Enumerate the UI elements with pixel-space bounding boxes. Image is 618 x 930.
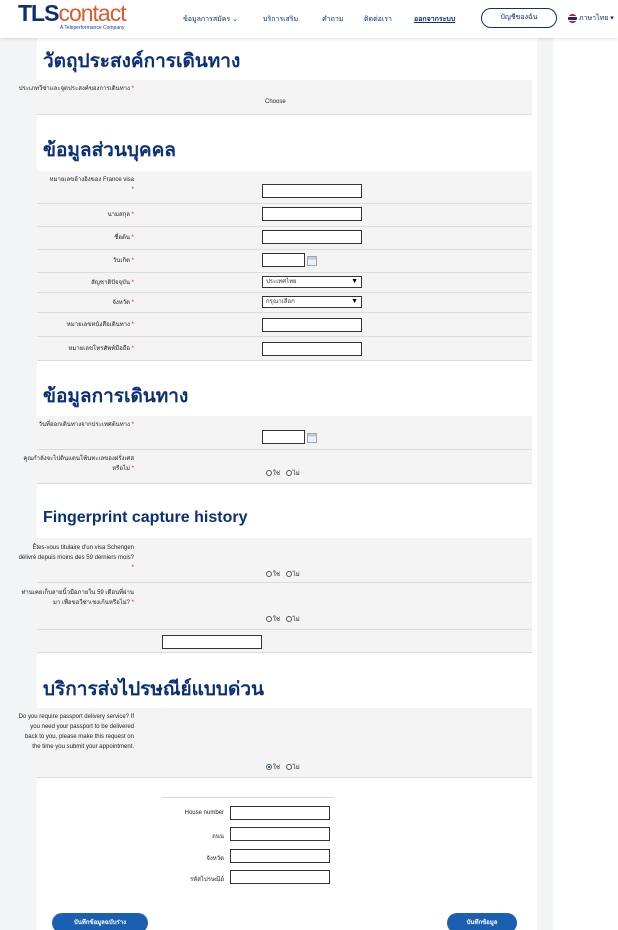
mobile-input[interactable] bbox=[262, 342, 362, 356]
form-row-departure-date bbox=[37, 416, 532, 450]
nav-logout[interactable]: ออกจากระบบ bbox=[414, 16, 456, 23]
form-row-fingerprint bbox=[21, 583, 532, 630]
delivery-province-input[interactable] bbox=[230, 849, 330, 863]
overseas-territory-radios bbox=[266, 468, 300, 478]
save-draft-button[interactable]: บันทึกข้อมูลฉบับร่าง bbox=[52, 913, 148, 930]
radio-yes[interactable]: ใช่ bbox=[266, 765, 280, 771]
form-row-province bbox=[37, 293, 532, 313]
nationality-select[interactable]: ประเทศไทย ▼ bbox=[262, 276, 362, 288]
section-title-travel-purpose: วัตถุประสงค์การเดินทาง bbox=[43, 50, 241, 72]
birth-date-input[interactable] bbox=[262, 253, 305, 267]
nav-extra-services[interactable]: บริการเสริม bbox=[263, 16, 299, 23]
nationality-label: สัญชาติปัจจุบัน * bbox=[91, 280, 134, 286]
thai-flag-icon bbox=[568, 14, 577, 23]
schengen-visa-radios bbox=[266, 569, 300, 579]
france-visa-ref-label: หมายเลขอ้างอิงของ France visa * bbox=[49, 177, 134, 193]
postal-code-input[interactable] bbox=[230, 870, 330, 884]
nav-faq[interactable]: คำถาม bbox=[322, 16, 344, 23]
radio-no[interactable]: ไม่ bbox=[286, 765, 300, 771]
street-input[interactable] bbox=[230, 827, 330, 841]
form-row-birth-date bbox=[37, 250, 532, 273]
logo-tagline: A Teleperformance Company bbox=[60, 25, 125, 31]
side-panel bbox=[553, 38, 618, 930]
radio-no[interactable]: ไม่ bbox=[286, 617, 300, 623]
departure-date-input[interactable] bbox=[262, 430, 305, 444]
calendar-icon[interactable] bbox=[307, 433, 317, 443]
form-row-visa-type bbox=[18, 80, 532, 115]
delivery-province-label: จังหวัด bbox=[206, 856, 224, 862]
radio-no[interactable]: ไม่ bbox=[286, 471, 300, 477]
fingerprint-extra-input[interactable] bbox=[162, 635, 262, 649]
section-title-fingerprint: Fingerprint capture history bbox=[43, 509, 248, 526]
language-selector[interactable]: ภาษาไทย ▾ bbox=[568, 13, 614, 24]
section-title-personal: ข้อมูลส่วนบุคคล bbox=[43, 139, 176, 161]
calendar-icon[interactable] bbox=[307, 256, 317, 266]
overseas-territory-label: คุณกำลังจะไปดินแดนโพ้นทะเลของฝรั่งเศสหรือไม่ * bbox=[23, 456, 134, 472]
form-row-france-visa-ref bbox=[37, 171, 532, 204]
form-row-schengen-visa bbox=[18, 538, 532, 583]
chevron-down-icon: ▼ bbox=[351, 298, 358, 305]
house-number-label: House number bbox=[184, 810, 224, 816]
birth-date-label: วันเกิด * bbox=[112, 258, 134, 264]
first-name-label: ชื่อต้น * bbox=[114, 235, 134, 241]
form-row-fingerprint-extra bbox=[37, 630, 532, 653]
fingerprint-label: ท่านเคยเก็บลายนิ้วมือภายใน 59 เดือนที่ผ่านมา เพื่อขอวีซ่าเชงเก้นหรือไม่? * bbox=[21, 590, 134, 606]
province-label: จังหวัด * bbox=[112, 300, 134, 306]
france-visa-ref-input[interactable] bbox=[262, 184, 362, 198]
mobile-label: หมายเลขโทรศัพท์มือถือ * bbox=[68, 346, 134, 352]
visa-type-choose-link[interactable]: Choose bbox=[265, 99, 286, 105]
surname-label: นามสกุล * bbox=[107, 212, 134, 218]
save-button[interactable]: บันทึกข้อมูล bbox=[447, 913, 517, 930]
province-select[interactable]: กรุณาเลือก ▼ bbox=[262, 296, 362, 308]
house-number-input[interactable] bbox=[230, 806, 330, 820]
nav-application-info[interactable]: ข้อมูลการสมัคร ⌄ bbox=[183, 16, 238, 23]
form-row-mobile bbox=[37, 337, 532, 361]
form-row-first-name bbox=[37, 227, 532, 250]
passport-number-label: หมายเลขหนังสือเดินทาง * bbox=[66, 322, 134, 328]
form-row-surname bbox=[37, 204, 532, 227]
divider bbox=[162, 797, 334, 798]
tls-logo[interactable]: TLScontact bbox=[18, 0, 126, 26]
first-name-input[interactable] bbox=[262, 230, 362, 244]
section-title-delivery: บริการส่งไปรษณีย์แบบด่วน bbox=[43, 678, 264, 700]
delivery-radios bbox=[266, 762, 300, 772]
radio-yes[interactable]: ใช่ bbox=[266, 617, 280, 623]
my-account-button[interactable]: บัญชีของฉัน bbox=[481, 8, 557, 28]
surname-input[interactable] bbox=[262, 207, 362, 221]
form-row-delivery bbox=[18, 708, 532, 778]
radio-yes[interactable]: ใช่ bbox=[266, 471, 280, 477]
postal-code-label: รหัสไปรษณีย์ bbox=[190, 877, 224, 883]
schengen-visa-label: Êtes-vous titulaire d'un visa Schengen délivré depuis moins des 59 derniers mois? * bbox=[18, 545, 134, 571]
form-row-overseas-territory bbox=[23, 450, 532, 484]
fingerprint-radios bbox=[266, 614, 300, 624]
delivery-question-label: Do you require passport delivery service? If you need your passport to be delivered back to you, please make this request on the time you submit your appointment. bbox=[18, 714, 134, 750]
visa-type-label: ประเภทวีซ่าและจุดประสงค์ของการเดินทาง * bbox=[18, 86, 134, 92]
chevron-down-icon: ⌄ bbox=[232, 16, 238, 23]
nav-contact[interactable]: ติดต่อเรา bbox=[364, 16, 392, 23]
chevron-down-icon: ▼ bbox=[351, 278, 358, 285]
radio-no[interactable]: ไม่ bbox=[286, 572, 300, 578]
chevron-down-icon: ▾ bbox=[610, 15, 614, 22]
form-row-nationality bbox=[37, 273, 532, 293]
departure-date-label: วันที่ออกเดินทางจากประเทศต้นทาง * bbox=[38, 422, 134, 428]
street-label: ถนน bbox=[212, 834, 224, 840]
form-row-passport-number bbox=[37, 313, 532, 337]
section-title-travel: ข้อมูลการเดินทาง bbox=[43, 385, 189, 407]
radio-yes[interactable]: ใช่ bbox=[266, 572, 280, 578]
passport-number-input[interactable] bbox=[262, 318, 362, 332]
top-header bbox=[0, 0, 618, 38]
